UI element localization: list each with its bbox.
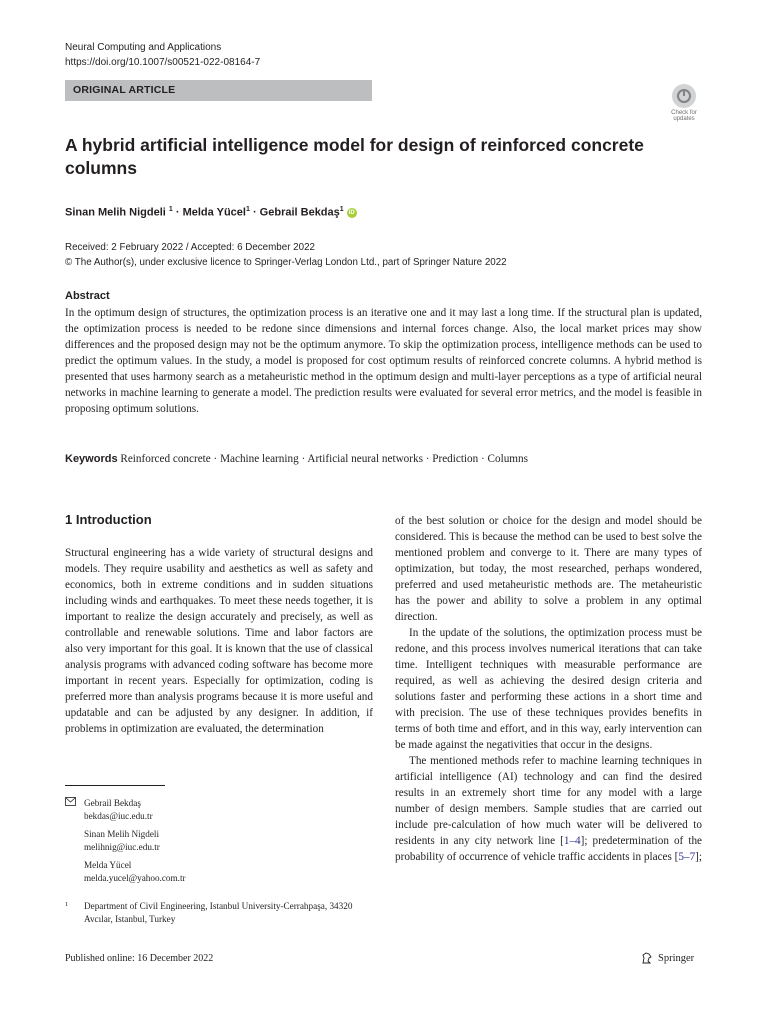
contact-list xyxy=(65,797,365,890)
author-name[interactable]: Sinan Melih Nigdeli xyxy=(65,206,166,219)
contact-email[interactable]: bekdas@iuc.edu.tr xyxy=(84,811,153,821)
contact-email[interactable]: melda.yucel@yahoo.com.tr xyxy=(84,873,186,883)
affiliation-number: 1 xyxy=(65,901,69,908)
contact-name: Melda Yücel xyxy=(84,860,132,870)
paragraph: In the update of the solutions, the optimization process must be redone, and this process involves numerical iterations that can take time. Intelligent techniques with measurable performance are required, as well as achieving the desired design criteria and solutions faster and performing these actions in a short time and with precision. The use of these techniques provides benefits in terms of both time and effort, and in this way, early intervention can be made against the negativities that occur in the designs. xyxy=(395,627,702,751)
contact-name: Gebrail Bekdaş xyxy=(84,798,141,808)
article-dates xyxy=(65,240,507,270)
author-name[interactable]: Melda Yücel xyxy=(182,206,246,219)
paragraph: The mentioned methods refer to machine learning techniques in artificial intelligence (AI) technology and can find the desired results in an extremely short time for any model with a large number of design members. Sample studies that are carried out include pre-calculation of how much water will be delivered to residents in any city network line [1–4]; predetermination of the probability of occurrence of vehicle traffic accidents in places [5–7]; xyxy=(395,755,703,863)
contact-email[interactable]: melihnig@iuc.edu.tr xyxy=(84,842,160,852)
check-updates-icon xyxy=(672,84,696,108)
affiliation-text: Department of Civil Engineering, Istanbul University-Cerrahpaşa, 34320 Avcılar, Istanbul, Turkey xyxy=(84,901,353,924)
author-list: Sinan Melih Nigdeli $^1$ · Melda Yücel$^1$ · Gebrail Bekdaş$^1$ iD xyxy=(65,206,355,219)
left-column xyxy=(65,545,373,737)
author-affiliation: 1 xyxy=(339,206,344,213)
copyright: © The Author(s), under exclusive licence to Springer-Verlag London Ltd., part of Springer Nature 2022 xyxy=(65,257,507,268)
orcid-icon[interactable]: iD xyxy=(348,209,355,216)
published-date: Published online: 16 December 2022 xyxy=(65,953,214,964)
author-affiliation: 1 xyxy=(168,206,173,213)
keywords-text: Reinforced concrete · Machine learning · Artificial neural networks · Prediction · Columns xyxy=(120,453,528,465)
citation-link[interactable]: 1–4 xyxy=(563,835,581,847)
section-heading: 1 Introduction xyxy=(65,512,152,527)
paragraph: Structural engineering has a wide variety of structural designs and models. They require usability and aesthetics as well as safety and economics, both in extreme conditions and in sudden situations including winds and earthquakes. To meet these needs together, it is important to realize the design accurately and precisely, as well as controllable and renewable solutions. Time and labor factors are also very important for this goal. It is known that the use of classical analysis programs with advanced coding software has become more important in recent years. Especially for optimization, coding is preferred more than analysis programs because it is more useful and updatable and can be adjusted by any designer. In addition, if problems in optimization are evaluated, the determination xyxy=(65,547,373,735)
keywords-label: Keywords xyxy=(65,453,118,465)
contact-entry xyxy=(84,828,365,854)
right-column xyxy=(395,513,702,865)
journal-header xyxy=(65,40,260,70)
paragraph: of the best solution or choice for the design and model should be considered. This is because the method can be used to best solve the mentioned problem and converge to it. There are many types of optimization, but today, the most researched, perhaps wondered, preferred and used metaheuristic methods are. The metaheuristic has the power and ability to solve a problem in any optimal direction. xyxy=(395,515,702,623)
footnote-divider xyxy=(65,785,165,786)
doi-link[interactable]: https://doi.org/10.1007/s00521-022-08164-7 xyxy=(65,57,261,68)
contact-entry xyxy=(84,859,365,885)
publisher-logo xyxy=(640,951,694,965)
article-type-badge: ORIGINAL ARTICLE xyxy=(65,80,372,101)
abstract-text: In the optimum design of structures, the optimization process is an iterative one and it may last a long time. If the structural plan is updated, the optimization process is needed to be redone since dimensions and internal forces change. Also, the local market prices may show differences and the proposed design may not be the optimum anymore. To skip the optimization process, intelligence methods can be used to predict the optimum values. In the study, a model is proposed for cost optimum results of reinforced concrete columns. A hybrid method is presented that uses harmony search as a metaheuristic method in the optimum design and multi-layer perceptions as a type of artificial neural networks in machine learning to generate a model. The prediction results were evaluated for several error metrics, and the model is feasible in proposing optimum solutions. xyxy=(65,307,702,415)
author-affiliation: 1 xyxy=(245,206,250,213)
check-for-updates[interactable] xyxy=(666,84,702,124)
abstract-heading: Abstract xyxy=(65,290,110,302)
springer-horse-icon xyxy=(640,951,654,965)
publisher-name: Springer xyxy=(658,952,695,964)
contact-name: Sinan Melih Nigdeli xyxy=(84,829,160,839)
contact-entry xyxy=(84,797,365,823)
article-title: A hybrid artificial intelligence model for design of reinforced concrete columns xyxy=(65,135,644,178)
keywords xyxy=(65,451,528,467)
check-updates-label: Check for updates xyxy=(671,110,697,122)
author-name[interactable]: Gebrail Bekdaş xyxy=(259,206,340,219)
journal-name: Neural Computing and Applications xyxy=(65,42,222,53)
received-accepted: Received: 2 February 2022 / Accepted: 6 December 2022 xyxy=(65,242,315,253)
citation-link[interactable]: 5–7 xyxy=(678,851,696,863)
affiliation xyxy=(65,900,365,926)
